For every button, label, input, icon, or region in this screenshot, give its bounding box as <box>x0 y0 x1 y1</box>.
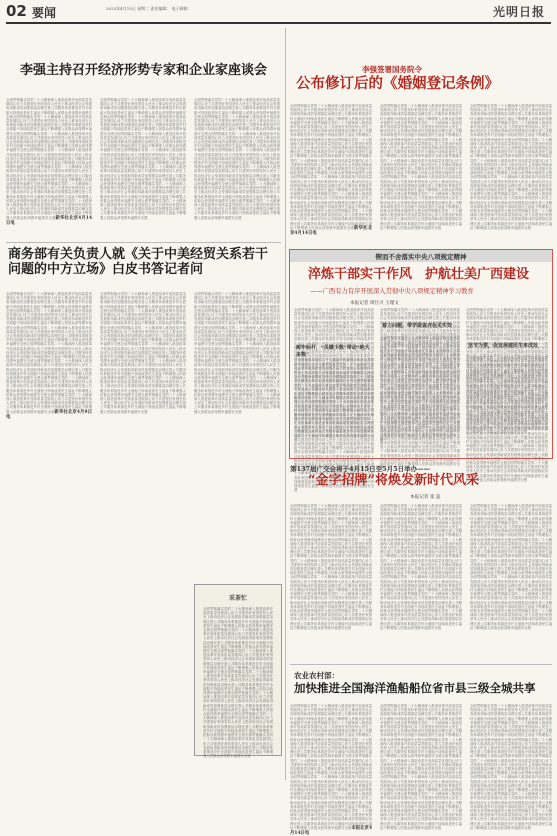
feature-byline: 本报记者 周仕兴 王瑾文 <box>350 301 399 306</box>
feature-banner <box>290 250 552 262</box>
feature-subtitle: ——广西有力有序开展深入贯彻中央八项规定精神学习教育 <box>310 288 474 295</box>
caption-title: 采茶忙 <box>228 595 247 602</box>
article-3-kicker: 李强签署国务院令 <box>362 65 422 74</box>
article-4-body-col-3 <box>470 504 552 654</box>
article-3-lead: 新华社北京4月14日电 <box>290 225 372 237</box>
feature-frame <box>289 249 553 459</box>
feature-section-2-text <box>380 336 460 454</box>
section-name: 要闻 <box>32 6 57 20</box>
article-5-body-col-2 <box>380 704 462 784</box>
page-number: 02 <box>6 2 27 20</box>
divider <box>6 242 281 243</box>
article-3-title: 公布修订后的《婚姻登记条例》 <box>296 75 499 92</box>
article-4-byline: 本报记者 张 蕊 <box>410 495 441 500</box>
feature-section-1-heading: 树牢标杆，“关键少数”带动“绝大多数” <box>296 345 370 358</box>
article-3-body-col-1 <box>290 104 372 244</box>
caption-body <box>203 607 273 647</box>
article-2-body-col-2 <box>100 292 186 752</box>
feature-title: 淬炼干部实干作风 护航壮美广西建设 <box>308 267 530 282</box>
article-5-body-col-3 <box>470 704 552 784</box>
article-5-lead: 本报北京4月14日电 <box>290 825 372 836</box>
caption-box <box>194 584 282 756</box>
feature-section-3-text-above <box>466 308 548 338</box>
feature-section-3-text <box>466 356 548 454</box>
article-3 <box>290 60 552 250</box>
article-3-body-col-3 <box>470 104 552 244</box>
article-3-body-col-2 <box>380 104 462 244</box>
article-2-body-col-3 <box>194 292 280 578</box>
article-2-body-col-1 <box>6 292 92 752</box>
article-4-body-col-1 <box>290 504 372 654</box>
feature-section-1-text <box>294 358 374 454</box>
feature-section-2-text-above <box>380 308 460 320</box>
feature-body-col-1 <box>294 308 374 454</box>
masthead-rule <box>6 22 551 24</box>
feature-body-col-2 <box>380 308 460 454</box>
article-1 <box>6 28 281 238</box>
masthead-meta: 2025年4月15日 星期二 责任编辑： 电子邮箱： <box>106 6 192 11</box>
article-4-body-col-2 <box>380 504 462 654</box>
feature-banner-text: 锲而不舍落实中央八项规定精神 <box>375 253 467 261</box>
article-1-lead: 新华社北京4月14日电 <box>6 215 92 226</box>
article-5-body-col-1 <box>290 704 372 836</box>
newspaper-logo: 光明日报 <box>492 5 545 19</box>
feature-section-3-heading: 坚节为要，促发展建民生来成效 <box>468 343 539 349</box>
article-2-lead: 新华社北京4月9日电 <box>6 409 92 420</box>
article-2 <box>6 248 281 758</box>
column-divider <box>285 28 286 780</box>
divider <box>290 664 552 665</box>
article-4-kicker: 第137届广交会将于4月15日至5月5日举办—— <box>290 465 431 473</box>
feature-section-2-heading: 着力问题，带学做查齐促见实效 <box>382 323 453 329</box>
article-4 <box>290 464 552 664</box>
article-1-title: 李强主持召开经济形势专家和企业家座谈会 <box>20 63 268 78</box>
feature-section-1-text-above <box>294 308 374 340</box>
feature-body-col-3 <box>466 308 548 454</box>
article-5 <box>290 670 552 836</box>
article-1-body-col-1 <box>6 98 92 238</box>
article-1-body-col-2 <box>100 98 186 238</box>
article-5-title: 加快推进全国海洋渔船船位省市县三级全城共享 <box>294 681 536 695</box>
article-4-title: “金字招牌”将焕发新时代风采 <box>308 473 479 488</box>
article-2-title: 商务部有关负责人就《关于中美经贸关系若干问题的中方立场》白皮书答记者问 <box>8 247 269 277</box>
article-5-kicker: 农业农村部： <box>294 671 339 680</box>
article-1-body-col-3 <box>194 98 280 238</box>
